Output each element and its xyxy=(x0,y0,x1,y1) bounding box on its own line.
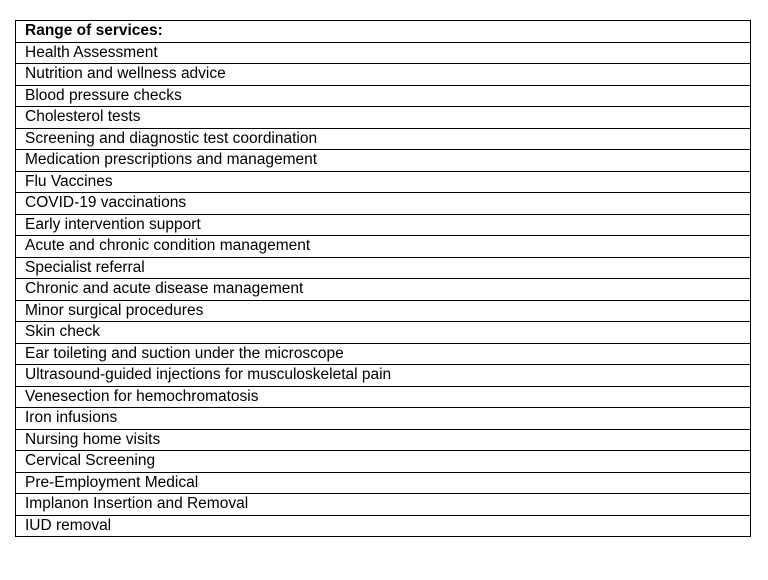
table-row xyxy=(16,515,751,537)
service-cell: Minor surgical procedures xyxy=(16,300,751,322)
service-cell: Specialist referral xyxy=(16,257,751,279)
service-cell: Cholesterol tests xyxy=(16,107,751,129)
table-row xyxy=(16,193,751,215)
table-row xyxy=(16,386,751,408)
table-row xyxy=(16,279,751,301)
service-cell: Medication prescriptions and management xyxy=(16,150,751,172)
service-cell: Pre-Employment Medical xyxy=(16,472,751,494)
service-cell: Ear toileting and suction under the microscope xyxy=(16,343,751,365)
table-row xyxy=(16,64,751,86)
table-row xyxy=(16,451,751,473)
service-cell: Acute and chronic condition management xyxy=(16,236,751,258)
services-table xyxy=(15,20,751,537)
service-cell: COVID-19 vaccinations xyxy=(16,193,751,215)
table-header-row xyxy=(16,21,751,43)
service-cell: Iron infusions xyxy=(16,408,751,430)
service-cell: Screening and diagnostic test coordination xyxy=(16,128,751,150)
service-cell: IUD removal xyxy=(16,515,751,537)
service-cell: Cervical Screening xyxy=(16,451,751,473)
table-row xyxy=(16,365,751,387)
service-cell: Skin check xyxy=(16,322,751,344)
table-row xyxy=(16,322,751,344)
services-table-body xyxy=(16,21,751,537)
table-row xyxy=(16,429,751,451)
table-row xyxy=(16,107,751,129)
service-cell: Implanon Insertion and Removal xyxy=(16,494,751,516)
table-row xyxy=(16,300,751,322)
service-cell: Flu Vaccines xyxy=(16,171,751,193)
service-cell: Health Assessment xyxy=(16,42,751,64)
table-row xyxy=(16,85,751,107)
table-row xyxy=(16,257,751,279)
service-cell: Venesection for hemochromatosis xyxy=(16,386,751,408)
table-header-cell: Range of services: xyxy=(16,21,751,43)
service-cell: Nutrition and wellness advice xyxy=(16,64,751,86)
table-row xyxy=(16,236,751,258)
table-row xyxy=(16,343,751,365)
service-cell: Blood pressure checks xyxy=(16,85,751,107)
table-row xyxy=(16,494,751,516)
table-row xyxy=(16,150,751,172)
table-row xyxy=(16,472,751,494)
service-cell: Nursing home visits xyxy=(16,429,751,451)
table-row xyxy=(16,128,751,150)
table-row xyxy=(16,42,751,64)
service-cell: Early intervention support xyxy=(16,214,751,236)
service-cell: Ultrasound-guided injections for musculoskeletal pain xyxy=(16,365,751,387)
service-cell: Chronic and acute disease management xyxy=(16,279,751,301)
table-row xyxy=(16,214,751,236)
table-row xyxy=(16,171,751,193)
table-row xyxy=(16,408,751,430)
